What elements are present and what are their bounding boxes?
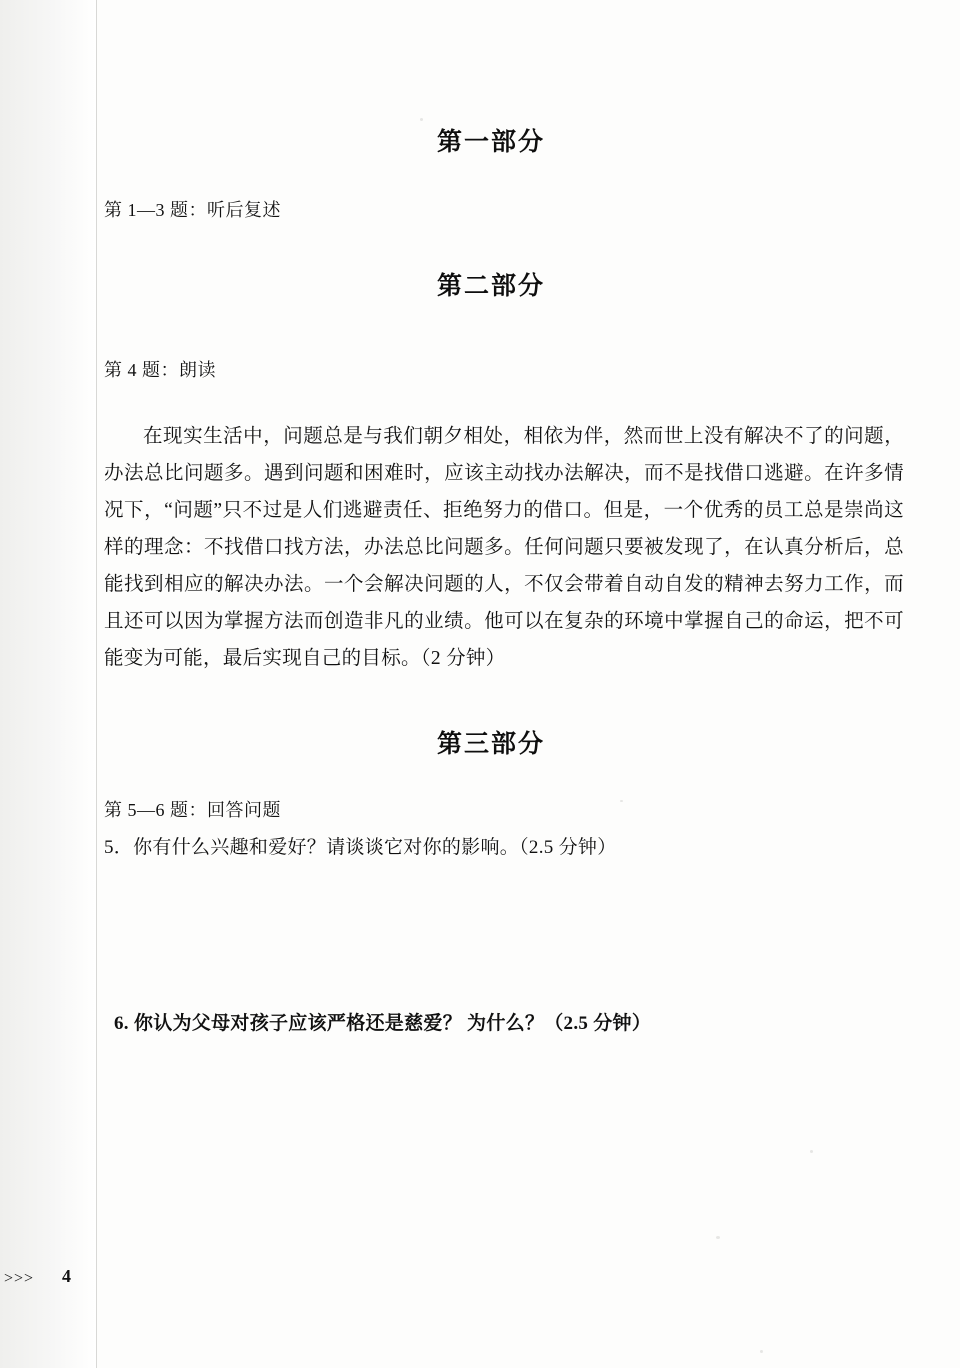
section-heading-part-2: 第二部分 bbox=[436, 273, 545, 300]
section-heading-part-1: 第一部分 bbox=[436, 129, 545, 156]
question-label-5-6: 第 5—6 题：回答问题 bbox=[104, 800, 281, 820]
reading-passage: 在现实生活中，问题总是与我们朝夕相处，相依为伴，然而世上没有解决不了的问题，办法总比问题多。遇到问题和困难时，应该主动找办法解决，而不是找借口逃避。在许多情况下，“问题”只不过是人们逃避责任、拒绝努力的借口。但是，一个优秀的员工总是崇尚这样的理念：不找借口找方法，办法总比问题多。任何问题只要被发现了，在认真分析后，总能找到相应的解决办法。一个会解决问题的人，不仅会带着自动自发的精神去努力工作，而且还可以因为掌握方法而创造非凡的业绩。他可以在复杂的环境中掌握自己的命运，把不可能变为可能，最后实现自己的目标。（2 分钟） bbox=[104, 426, 904, 669]
scan-edge-shadow bbox=[0, 0, 96, 1368]
page-content bbox=[96, 0, 960, 1368]
question-item-6: 6. 你认为父母对孩子应该严格还是慈爱？ 为什么？（2.5 分钟） bbox=[114, 1013, 652, 1034]
section-heading-part-3: 第三部分 bbox=[436, 731, 545, 758]
question-label-1-3: 第 1—3 题：听后复述 bbox=[104, 200, 281, 220]
question-item-5: 5．你有什么兴趣和爱好？请谈谈它对你的影响。（2.5 分钟） bbox=[104, 837, 617, 858]
page-number: 4 bbox=[62, 1266, 71, 1286]
question-label-4: 第 4 题：朗读 bbox=[104, 360, 216, 380]
footer-arrows: >>> bbox=[4, 1270, 35, 1287]
